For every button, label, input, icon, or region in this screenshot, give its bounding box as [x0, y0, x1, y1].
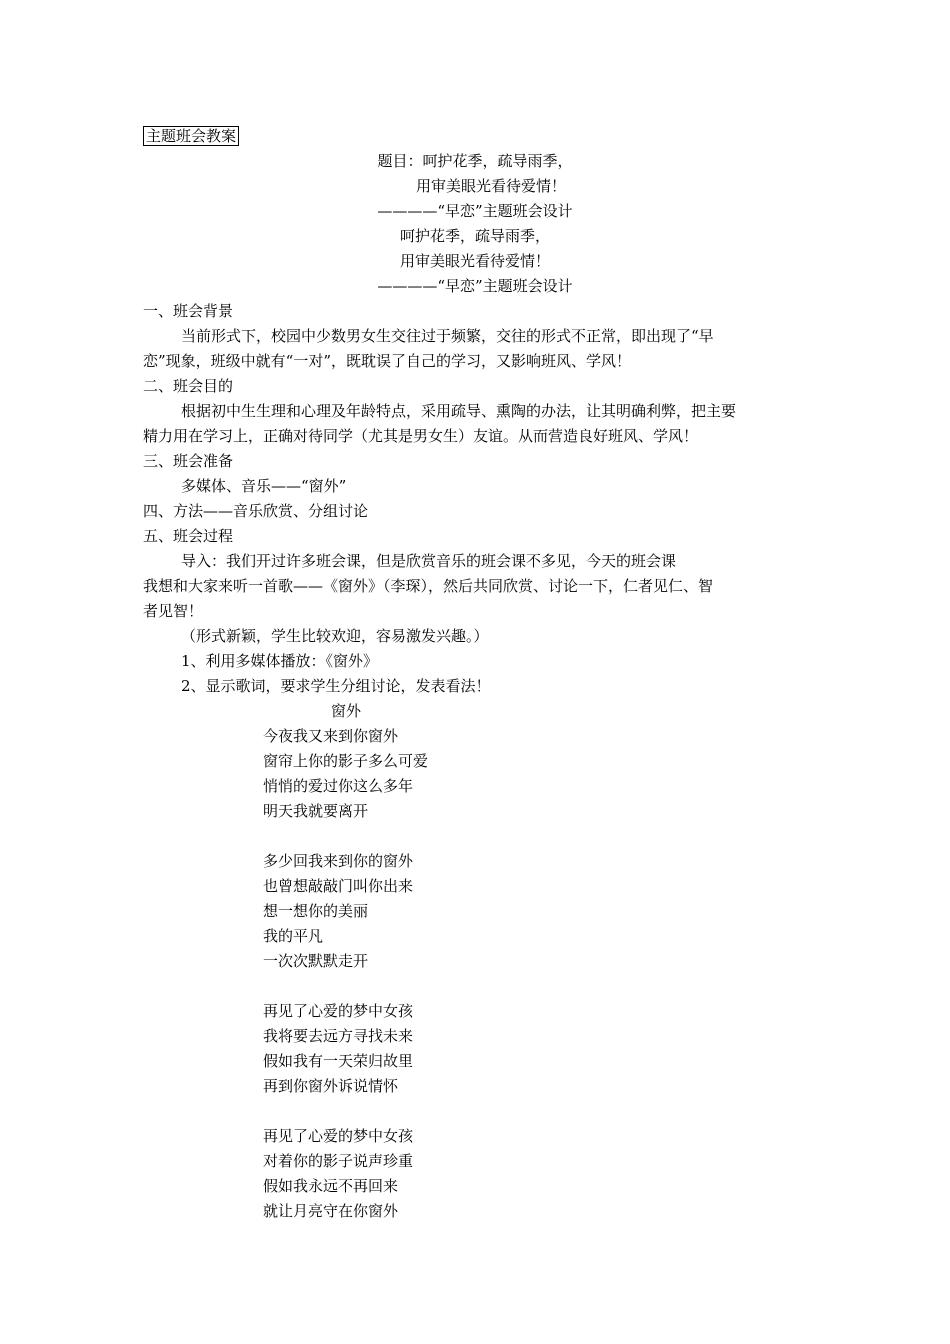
song-title: 窗外 — [331, 702, 362, 720]
title-line-1: 题目：呵护花季，疏导雨季， — [377, 152, 573, 170]
lyric-line: 今夜我又来到你窗外 — [263, 727, 399, 745]
lyric-line: 就让月亮守在你窗外 — [263, 1202, 399, 1220]
title-line-3: ————“早恋”主题班会设计 — [377, 202, 573, 220]
lyric-line: 再见了心爱的梦中女孩 — [263, 1127, 414, 1145]
section-4-heading: 四、方法——音乐欣赏、分组讨论 — [143, 502, 369, 520]
section-5-paragraph-line-1: 导入：我们开过许多班会课，但是欣赏音乐的班会课不多见，今天的班会课 — [181, 552, 677, 570]
lyric-line: 也曾想敲敲门叫你出来 — [263, 877, 414, 895]
lyric-line: 多少回我来到你的窗外 — [263, 852, 414, 870]
section-3-paragraph: 多媒体、音乐——“窗外” — [181, 477, 347, 495]
section-1-paragraph-line-1: 当前形式下，校园中少数男女生交往过于频繁，交往的形式不正常，即出现了“早 — [181, 327, 714, 345]
lyric-line: 一次次默默走开 — [263, 952, 369, 970]
section-5-paragraph-line-3: 者见智！ — [143, 602, 204, 620]
lyric-line: 悄悄的爱过你这么多年 — [263, 777, 414, 795]
section-2-heading: 二、班会目的 — [143, 377, 234, 395]
section-5-step-1: 1、利用多媒体播放：《窗外》 — [181, 652, 379, 670]
lyric-line: 我将要去远方寻找未来 — [263, 1027, 414, 1045]
section-5-step-2: 2、显示歌词，要求学生分组讨论，发表看法！ — [181, 677, 491, 695]
lyric-line: 假如我永远不再回来 — [263, 1177, 399, 1195]
lyric-line: 再到你窗外诉说情怀 — [263, 1077, 399, 1095]
section-5-note: （形式新颖，学生比较欢迎，容易激发兴趣。） — [181, 627, 489, 645]
section-2-paragraph-line-1: 根据初中生生理和心理及年龄特点，采用疏导、熏陶的办法，让其明确利弊，把主要 — [181, 402, 737, 420]
section-1-paragraph-line-2: 恋”现象，班级中就有“一对”，既耽误了自己的学习，又影响班风、学风！ — [143, 352, 632, 370]
header-label — [143, 126, 239, 146]
lyric-line: 对着你的影子说声珍重 — [263, 1152, 414, 1170]
section-3-heading: 三、班会准备 — [143, 452, 234, 470]
section-1-heading: 一、班会背景 — [143, 302, 234, 320]
section-2-paragraph-line-2: 精力用在学习上，正确对待同学（尤其是男女生）友谊。从而营造良好班风、学风！ — [143, 427, 699, 445]
title-line-5: 用审美眼光看待爱情！ — [399, 252, 550, 270]
lyric-line: 再见了心爱的梦中女孩 — [263, 1002, 414, 1020]
title-line-6: ————“早恋”主题班会设计 — [377, 277, 573, 295]
lyric-line: 明天我就要离开 — [263, 802, 369, 820]
lyric-line: 想一想你的美丽 — [263, 902, 369, 920]
title-line-4: 呵护花季，疏导雨季， — [399, 227, 550, 245]
section-5-heading: 五、班会过程 — [143, 527, 234, 545]
lyric-line: 我的平凡 — [263, 927, 324, 945]
title-line-2: 用审美眼光看待爱情！ — [416, 177, 567, 195]
lyric-line: 窗帘上你的影子多么可爱 — [263, 752, 429, 770]
lyric-line: 假如我有一天荣归故里 — [263, 1052, 414, 1070]
section-5-paragraph-line-2: 我想和大家来听一首歌——《窗外》（李琛），然后共同欣赏、讨论一下，仁者见仁、智 — [143, 577, 714, 595]
header-label-text: 主题班会教案 — [143, 126, 239, 146]
